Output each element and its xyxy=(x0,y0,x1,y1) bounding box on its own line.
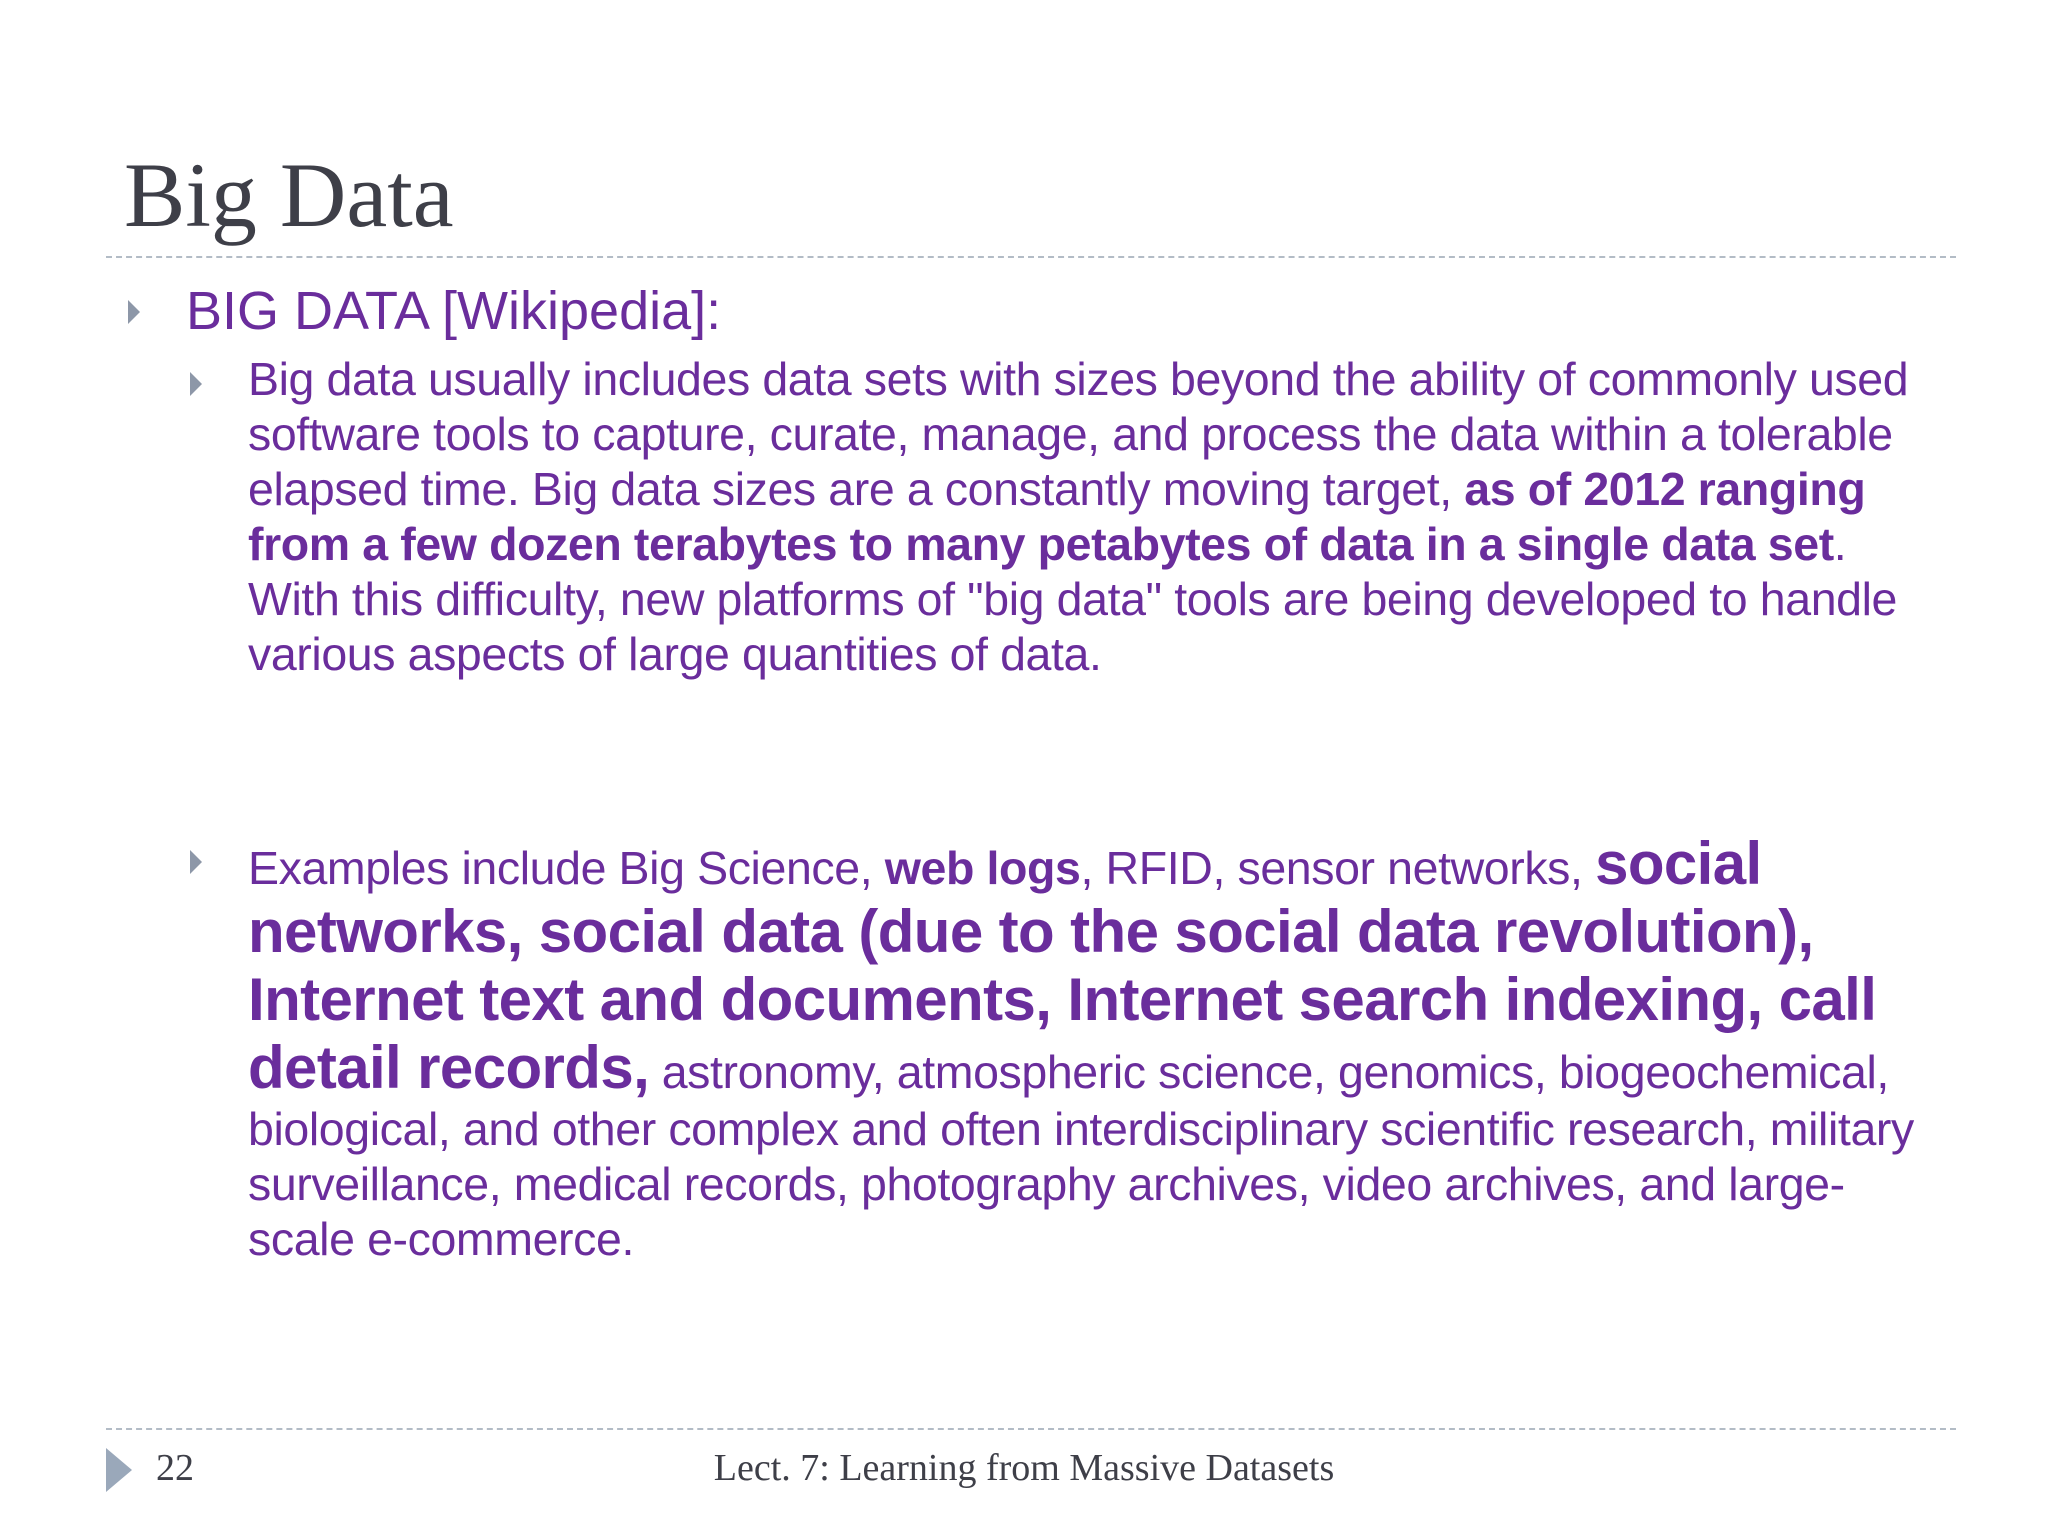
examples-bold-large: social networks, social data (due to the social data revolution), Internet text and documents, Internet search indexing, call detail records, xyxy=(248,830,1877,1101)
page-number: 22 xyxy=(156,1447,194,1489)
footer-divider xyxy=(106,1428,1956,1430)
definition-paragraph xyxy=(248,352,1948,682)
definition-bold: as of 2012 ranging from a few dozen terabytes to many petabytes of data in a single data set xyxy=(248,463,1866,570)
slide-title: Big Data xyxy=(124,144,454,246)
bullet-heading: BIG DATA [Wikipedia]: xyxy=(186,281,722,341)
sub-bullet-arrow-icon xyxy=(190,372,202,396)
bullet-arrow-icon xyxy=(128,300,140,324)
examples-text-b: , RFID, sensor networks, xyxy=(1080,842,1596,894)
definition-text-b: . With this difficulty, new platforms of "big data" tools are being developed to handle various aspects of large quantities of data. xyxy=(248,518,1898,680)
examples-text-c: astronomy, atmospheric science, genomics, biogeochemical, biological, and other complex and often interdisciplinary scientific research, military surveillance, medical records, photography archives, video archives, and large-scale e-commerce. xyxy=(248,1046,1914,1265)
footer-lecture-title: Lect. 7: Learning from Massive Datasets xyxy=(713,1447,1335,1489)
examples-paragraph xyxy=(248,830,1948,1267)
examples-text-a: Examples include Big Science, xyxy=(248,842,885,894)
definition-text-a: Big data usually includes data sets with sizes beyond the ability of commonly used software tools to capture, curate, manage, and process the data within a tolerable elapsed time. Big data sizes are a constantly moving target, xyxy=(248,353,1909,515)
sub-bullet-arrow-icon xyxy=(190,850,202,874)
title-divider xyxy=(106,256,1956,258)
examples-bold-weblogs: web logs xyxy=(884,842,1081,894)
